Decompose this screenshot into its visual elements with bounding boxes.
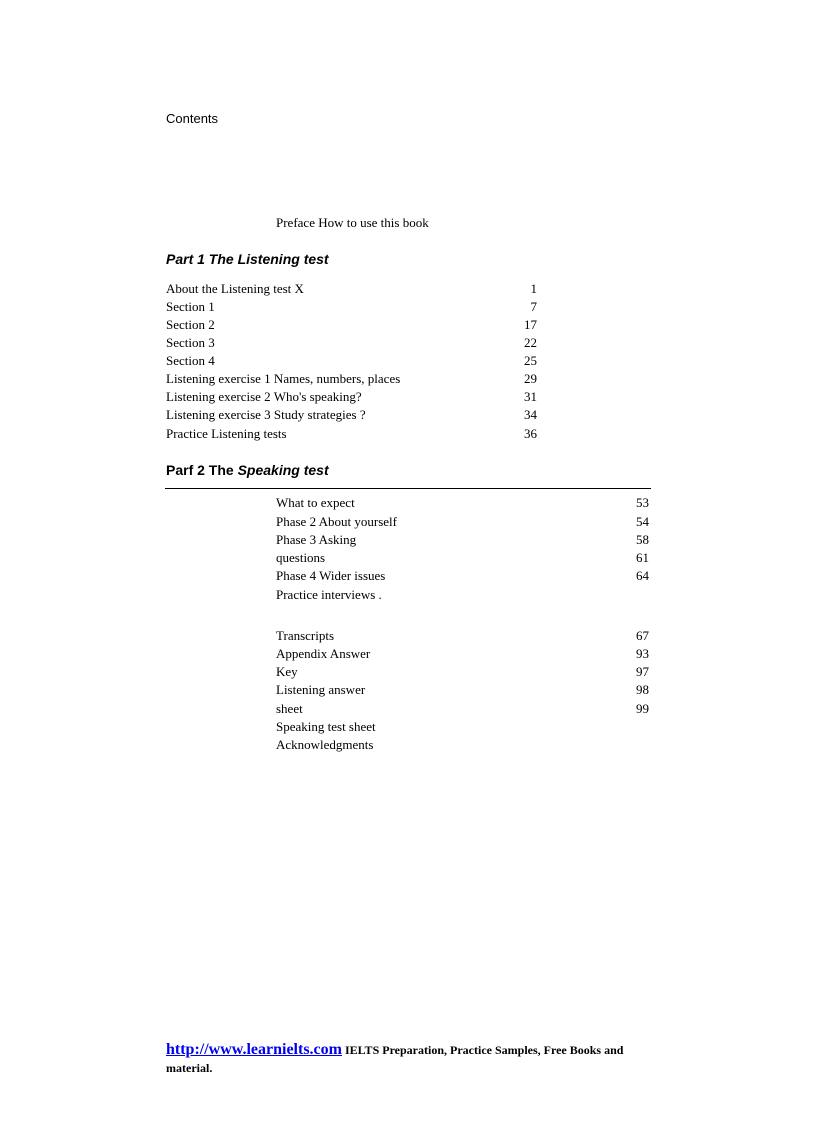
- toc-entry: [166, 280, 537, 298]
- entry-label: Listening exercise 1 Names, numbers, places: [166, 371, 401, 386]
- toc-entry: [166, 406, 537, 424]
- entry-page: 22: [524, 335, 537, 350]
- toc-entry: [276, 531, 649, 549]
- entry-label: Phase 3 Asking: [276, 532, 357, 547]
- entry-page: 64: [636, 568, 649, 583]
- toc-entry: [166, 334, 537, 352]
- entry-page: 36: [524, 426, 537, 441]
- page-title: Contents: [166, 111, 219, 126]
- toc-entry: [276, 549, 649, 567]
- entry-page: 34: [524, 407, 537, 422]
- entry-label: Section 3: [166, 335, 215, 350]
- toc-entry: [166, 370, 537, 388]
- website-link[interactable]: http://www.learnielts.com: [166, 1041, 342, 1058]
- entry-page: 98: [636, 682, 649, 697]
- entry-page: 54: [636, 514, 649, 529]
- entry-page: 99: [636, 701, 649, 716]
- entry-page: 29: [524, 371, 537, 386]
- toc-entry: [276, 681, 649, 699]
- entry-label: Listening answer: [276, 682, 366, 697]
- entry-label: Listening exercise 3 Study strategies ?: [166, 407, 366, 422]
- part2-heading: [166, 462, 329, 478]
- toc-entry: [276, 718, 649, 736]
- entry-label: Phase 2 About yourself: [276, 514, 397, 529]
- entry-page: 1: [530, 281, 537, 296]
- entry-label: Practice interviews .: [276, 587, 382, 602]
- entry-page: 25: [524, 353, 537, 368]
- entry-page: 67: [636, 628, 649, 643]
- footer-text: IELTS Preparation, Practice Samples, Free Books and material.: [166, 1043, 624, 1075]
- entry-label: Transcripts: [276, 628, 335, 643]
- entry-page: 17: [524, 317, 537, 332]
- toc-entry: [276, 627, 649, 645]
- part2-heading-italic: Speaking test: [237, 462, 329, 478]
- entry-label: Listening exercise 2 Who's speaking?: [166, 389, 362, 404]
- preface-line: Preface How to use this book: [276, 215, 429, 230]
- part1-heading: Part 1 The Listening test: [166, 251, 329, 267]
- toc-entry: [276, 736, 649, 754]
- entry-page: 97: [636, 664, 649, 679]
- entry-page: 31: [524, 389, 537, 404]
- entry-page: 93: [636, 646, 649, 661]
- entry-label: Key: [276, 664, 298, 679]
- toc-entry: [276, 586, 649, 604]
- part2-heading-prefix: Parf 2 The: [166, 462, 234, 478]
- entry-label: Section 4: [166, 353, 215, 368]
- entry-label: Phase 4 Wider issues: [276, 568, 386, 583]
- entry-label: What to expect: [276, 495, 355, 510]
- entry-label: Practice Listening tests: [166, 426, 287, 441]
- entry-label: sheet: [276, 701, 303, 716]
- toc-entry: [276, 513, 649, 531]
- footer: [166, 1041, 656, 1077]
- toc-entry: [166, 352, 537, 370]
- entry-page: 61: [636, 550, 649, 565]
- entry-page: 7: [530, 299, 537, 314]
- toc-entry: [166, 298, 537, 316]
- toc-entry: [276, 494, 649, 512]
- entry-label: About the Listening test X: [166, 281, 304, 296]
- toc-entry: [166, 388, 537, 406]
- section-divider: [165, 488, 651, 489]
- entry-label: Acknowledgments: [276, 737, 374, 752]
- toc-entry: [276, 663, 649, 681]
- toc-entry: [276, 700, 649, 718]
- entry-page: 58: [636, 532, 649, 547]
- entry-label: questions: [276, 550, 326, 565]
- entry-page: 53: [636, 495, 649, 510]
- entry-label: Speaking test sheet: [276, 719, 376, 734]
- toc-entry: [276, 645, 649, 663]
- entry-label: Appendix Answer: [276, 646, 371, 661]
- entry-label: Section 1: [166, 299, 215, 314]
- toc-entry: [166, 425, 537, 443]
- entry-label: Section 2: [166, 317, 215, 332]
- toc-entry: [166, 316, 537, 334]
- toc-entry: [276, 567, 649, 585]
